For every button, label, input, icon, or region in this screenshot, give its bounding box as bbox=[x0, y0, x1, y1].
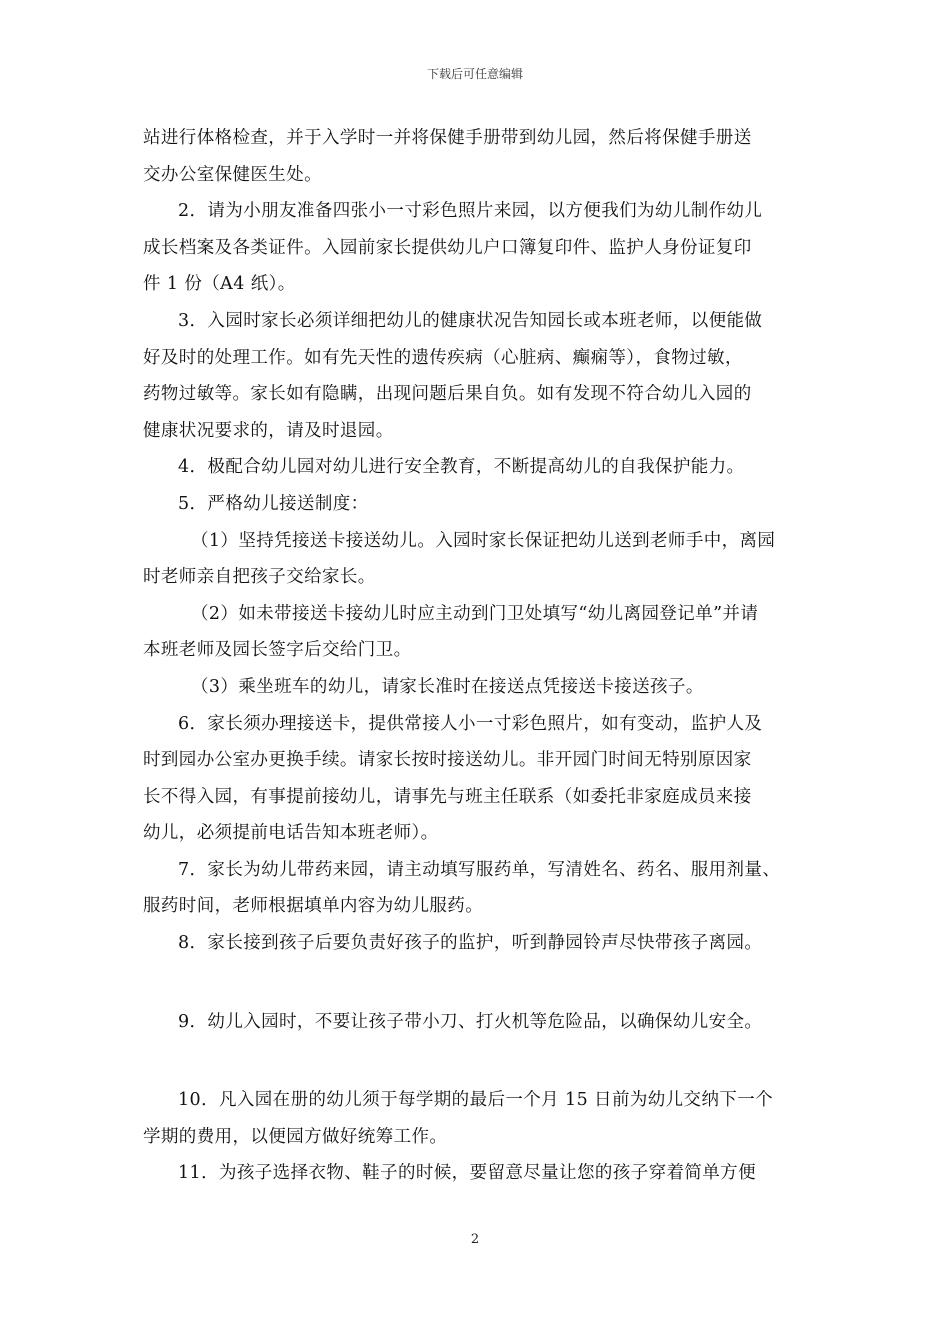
text-line: 5．严格幼儿接送制度： bbox=[178, 493, 369, 514]
text-line: 站进行体格检查，并于入学时一并将保健手册带到幼儿园，然后将保健手册送 bbox=[143, 128, 752, 148]
blank-paragraph bbox=[143, 1040, 813, 1082]
text-line: 时老师亲自把孩子交给家长。 bbox=[143, 567, 376, 588]
text-line: 6．家长须办理接送卡，提供常接人小一寸彩色照片，如有变动，监护人及 bbox=[178, 713, 763, 734]
blank-paragraph bbox=[143, 962, 813, 1004]
text-line: 幼儿，必须提前电话告知本班老师）。 bbox=[143, 823, 439, 844]
text-line: （3）乘坐班车的幼儿，请家长准时在接送点凭接送卡接送孩子。 bbox=[191, 676, 704, 697]
text-line: 本班老师及园长签字后交给门卫。 bbox=[143, 640, 412, 661]
document-body bbox=[143, 120, 813, 1192]
text-line: 3．入园时家长必须详细把幼儿的健康状况告知园长或本班老师，以便能做 bbox=[178, 310, 763, 331]
text-line: 9．幼儿入园时，不要让孩子带小刀、打火机等危险品，以确保幼儿安全。 bbox=[178, 1011, 763, 1032]
text-line: 服药时间，老师根据填单内容为幼儿服药。 bbox=[143, 896, 484, 917]
text-line: 好及时的处理工作。如有先天性的遗传疾病（心脏病、癫痫等），食物过敏， bbox=[143, 347, 743, 368]
text-line: 件 1 份（A4 纸）。 bbox=[143, 274, 296, 295]
text-line: 4．极配合幼儿园对幼儿进行安全教育，不断提高幼儿的自我保护能力。 bbox=[178, 457, 745, 478]
text-line: 药物过敏等。家长如有隐瞒，出现问题后果自负。如有发现不符合幼儿入园的 bbox=[143, 384, 752, 405]
text-line: 10．凡入园在册的幼儿须于每学期的最后一个月 15 日前为幼儿交纳下一个 bbox=[178, 1090, 774, 1111]
text-line: 学期的费用，以便园方做好统筹工作。 bbox=[143, 1126, 448, 1147]
text-line: 交办公室保健医生处。 bbox=[143, 164, 322, 185]
text-line: （2）如未带接送卡接幼儿时应主动到门卫处填写“幼儿离园登记单”并请 bbox=[191, 603, 759, 624]
text-line: 7．家长为幼儿带药来园，请主动填写服药单，写清姓名、药名、服用剂量、 bbox=[178, 859, 781, 880]
text-line: 时到园办公室办更换手续。请家长按时接送幼儿。非开园门时间无特别原因家 bbox=[143, 750, 752, 771]
text-line: 成长档案及各类证件。入园前家长提供幼儿户口簿复印件、监护人身份证复印 bbox=[143, 237, 752, 258]
page-number: 2 bbox=[470, 1232, 480, 1247]
text-line: （1）坚持凭接送卡接送幼儿。入园时家长保证把幼儿送到老师手中，离园 bbox=[191, 530, 776, 551]
text-line: 8．家长接到孩子后要负责好孩子的监护，听到静园铃声尽快带孩子离园。 bbox=[178, 933, 763, 954]
text-line: 11．为孩子选择衣物、鞋子的时候，要留意尽量让您的孩子穿着简单方便 bbox=[178, 1163, 756, 1184]
text-line: 健康状况要求的，请及时退园。 bbox=[143, 420, 394, 441]
page-header: 下载后可任意编辑 bbox=[426, 67, 523, 81]
text-line: 2．请为小朋友准备四张小一寸彩色照片来园，以方便我们为幼儿制作幼儿 bbox=[178, 201, 763, 222]
text-line: 长不得入园，有事提前接幼儿，请事先与班主任联系（如委托非家庭成员来接 bbox=[143, 786, 752, 807]
